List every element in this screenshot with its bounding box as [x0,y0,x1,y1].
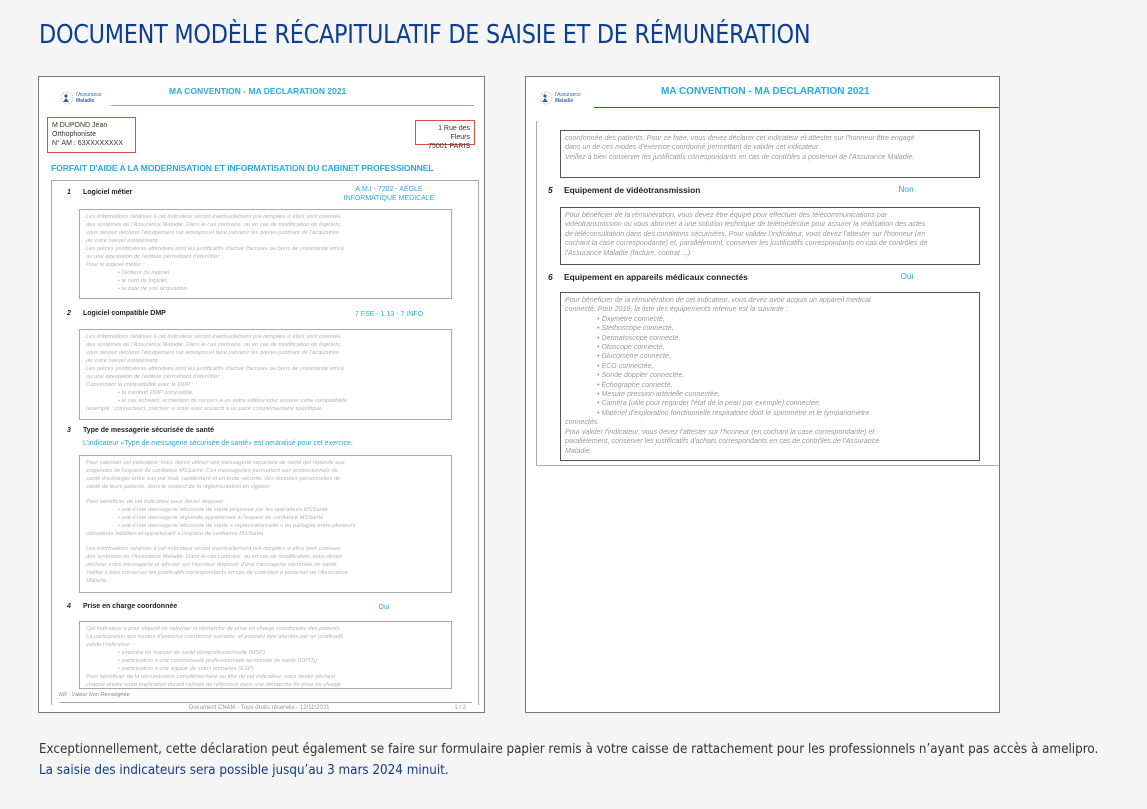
desc-line: ou une attestation de l'éditeur permettant d'identifier : [86,374,223,380]
address-box [415,120,475,150]
desc-bullet: • le nom du logiciel, [118,278,169,284]
desc-bullet: • soit d'une messagerie sécurisée de santé proposée par les opérateurs MSSanté [118,507,328,513]
indicator-label: Type de messagerie sécurisée de santé [83,427,214,434]
desc-line: Veillez à bien conserver les justificatifs correspondants en cas de contrôles a posteriori de l'Assurance [86,570,348,576]
indicator-4-description [79,621,452,689]
desc-line: santé de leurs patients, dans le respect de la réglementation en vigueur. [86,484,272,490]
desc-line: l'Assurance Maladie (facture, contrat ...). [565,248,693,257]
page-title: DOCUMENT MODÈLE RÉCAPITULATIF DE SAISIE ET DE RÉMUNÉRATION [39,20,811,50]
practitioner-name: M DUPOND Jean [52,122,108,129]
indicator-5-value: Non [898,184,914,194]
bottom-note [39,739,1110,781]
desc-line: Les pièces justificatives attendues sont les justificatifs d'achat (factures ou bons de commande émis) [86,366,345,372]
indicator-label: Logiciel métier [83,189,133,196]
logo-text-line1: l'Assurance [555,92,581,98]
desc-line: Pour bénéficier de la rémunération complémentaire au titre de cet indicateur, vous devez déclarer [86,674,337,680]
desc-line: Concernant la compatibilité avec le DMP : [86,382,194,388]
indicator-5-description [560,207,980,265]
desc-line: coordonnée des patients. Pour ce faire, vous devez déclarer cet indicateur et attester sur l'honneur être engagé [565,134,915,142]
desc-bullet: • Caméra (utile pour regarder l'état de la peau par exemple) connectée, [597,399,821,408]
logo-text-line2: Maladie [76,98,95,104]
indicator-label: Logiciel compatible DMP [83,310,166,317]
desc-bullet: • Mesure pression artérielle connectée, [597,390,720,399]
value-line1: 7 FSE - 1.13 - 7 INFO [354,311,424,318]
desc-bullet: • Stéthoscope connecté, [597,324,674,333]
indicator-1-value [329,185,449,203]
indicator-6-heading [548,272,748,282]
indicator-2-value [329,310,449,319]
logo-text-line1: l'Assurance [76,92,102,98]
header-divider [594,107,1000,108]
address-line2: 75001 PARIS [428,143,470,150]
indicator-number: 1 [67,189,71,196]
desc-line: vidéotransmission ou vous abonner à une solution technique de télémédecine pour assurer la réalisation des actes [565,220,926,229]
address-line1: 1 Rue des Fleurs [438,125,470,141]
desc-line: Maladie. [86,578,108,584]
desc-line: ou une attestation de l'éditeur permettant d'identifier : [86,254,223,260]
indicator-4-value [369,603,399,612]
desc-bullet: • Dermatoscope connecté, [597,333,681,342]
desc-line: des systèmes de l'Assurance Maladie. Dans le cas contraire, ou en cas de modification, vous devez [86,554,342,560]
desc-bullet: • la mention DMP compatible, [118,390,194,396]
indicator-number: 6 [548,272,553,282]
desc-line: Cet indicateur a pour objectif de valoriser la démarche de prise en charge coordonnée des patients. [86,626,342,632]
desc-line: des systèmes de l'Assurance Maladie. Dans le cas contraire, ou en cas de modification de logiciels, [86,222,342,228]
indicator-2-heading [67,310,166,317]
desc-line: Maladie. [565,446,592,455]
logo [59,91,102,105]
indicator-1-description [79,209,452,299]
desc-bullet: • exercice en maison de santé pluriprofessionnelle (MSP) [118,650,266,656]
am-number: N° AM : 63XXXXXXXX [52,140,123,147]
desc-bullet: • Matériel d'exploration fonctionnelle respiratoire dont le spiromètre et le tympanomètre [597,408,870,417]
desc-line: santé d'échanger entre eux par mail, rapidement et en toute sécurité, des données personnelles de [86,476,341,482]
identity-box [47,117,136,153]
indicator-3-neutralized-note: L'indicateur «Type de messagerie sécurisée de santé» est neutralisé pour cet exercice. [83,440,353,447]
desc-bullet: • Echographe connecté, [597,380,673,389]
desc-line: connectés. [565,418,600,427]
desc-line: valide l'indicateur : [86,642,134,648]
desc-line: vous devrez déclarer l'équipement sur amelipro et faire parvenir les pièces justifiant de l'acquisition [86,230,340,236]
desc-bullet: • participation à une équipe de soins primaires (ESP) [118,666,254,672]
footer-divider [59,702,472,703]
desc-bullet: • Sonde doppler connectée, [597,371,685,380]
desc-line: de votre nouvel équipement. [86,358,160,364]
value-line1: Oui [378,604,390,611]
desc-line: Pour valoriser cet indicateur, vous devez utiliser une messagerie sécurisée de santé qui réponde aux [86,460,345,466]
indicator-4-heading [67,603,177,610]
deadline-note: La saisie des indicateurs sera possible jusqu’au 3 mars 2024 minuit. [39,763,449,778]
desc-line: Les informations relatives à cet indicateur seront éventuellement pré-remplies si elles sont connues [86,214,341,220]
logo-text-line2: Maladie [555,98,574,104]
desc-bullet: • la date de son acquisition. [118,286,189,292]
logo [538,91,581,105]
desc-line: (exemple : connecteur); préciser si vous avez souscrit à un pack complémentaire spécifique. [86,406,324,412]
desc-line: cochant la case correspondante) et, parallèlement, conserver les justificatifs correspondants en cas de contrôles de [565,239,928,248]
document-page-1 [38,76,485,713]
desc-line: vous devrez déclarer l'équipement sur amelipro et faire parvenir les pièces justifiant de l'acquisition [86,350,340,356]
indicator-number: 2 [67,310,71,317]
desc-line: déclarer votre messagerie et attester sur l'honneur disposer d'une messagerie sécurisée de santé. [86,562,338,568]
desc-line: de téléconsultation dans des conditions sécurisées. Pour valider l'indicateur, vous devez l'attester sur l'honneur (en [565,229,926,238]
desc-line: La participation aux modes d'exercice coordonné suivants, et pouvant être attestés par un justificatif, [86,634,344,640]
indicator-label: Equipement de vidéotransmission [564,185,701,195]
document-page-2 [525,76,1000,713]
indicator-4-description-continued [560,130,980,178]
desc-line: Les pièces justificatives attendues sont les justificatifs d'achat (factures ou bons de commande émis) [86,246,345,252]
desc-line: Pour bénéficier de la rémunération de cet indicateur, vous devez avoir acquis un appareil medical [565,296,871,304]
practitioner-profession: Orthophoniste [52,131,96,138]
desc-bullet: • Oxymètre connecté, [597,314,665,323]
indicator-2-description [79,329,452,420]
indicator-3-heading [67,427,214,434]
value-line2: INFORMATIQUE MEDICALE [343,195,435,202]
desc-bullet: • soit d'une messagerie sécurisée de santé « organisationnelle » ou partagée entre plusieurs [118,523,356,529]
desc-bullet: • le cas échéant, la mention du recours à un autre éditeur pour assurer cette compatibilité [118,398,348,404]
desc-line: exigences de l'espace de confiance MSSanté. Ces messageries permettent aux professionnels de [86,468,339,474]
desc-line: utilisateurs habilités et appartenant à l'espace de confiance MSSanté. [86,531,265,537]
header-divider [111,105,474,106]
desc-line: Veillez à bien conserver les justificatifs correspondants en cas de contrôles a posteriori de l'Assurance Maladie. [565,152,915,161]
desc-line: de votre nouvel équipement. [86,238,160,244]
desc-line: Pour valider l'indicateur, vous devez l'attester sur l'honneur (en cochant la case correspondante) et [565,427,875,436]
indicator-number: 3 [67,427,71,434]
desc-line: connecté. Pour 2019, la liste des équipements retenue est la suivante : [565,305,788,314]
indicator-6-description [560,292,980,461]
document-header-title: MA CONVENTION - MA DECLARATION 2021 [169,86,347,96]
indicator-label: Prise en charge coordonnée [83,603,178,610]
desc-line: Les informations relatives à cet indicateur seront éventuellement pré-remplies si elles sont connues [86,334,341,340]
desc-line: dans un de ces modes d'exercice coordonné permettant de valider cet indicateur. [565,143,821,152]
indicator-3-description [79,455,452,593]
value-line1: A.M.I - 7202 - AEGLE [355,186,423,193]
indicator-1-heading [67,189,132,196]
desc-line: Pour bénéficier de la rémunération, vous devez être équipé pour effectuer des télécommunications par [565,211,888,219]
desc-line: parallèlement, conserver les justificatifs d'achats correspondants en cas de contrôles de l'Assurance [565,437,880,446]
assurance-maladie-logo-icon [538,91,554,105]
bottom-note-text: Exceptionnellement, cette déclaration peut également se faire sur formulaire papier remis à votre caisse de rattachement pour les professionnels n’ayant pas accès à amelipro. [39,742,1099,757]
indicator-number: 5 [548,185,553,195]
section-heading: FORFAIT D'AIDE A LA MODERNISATION ET INFORMATISATION DU CABINET PROFESSIONNEL [51,163,434,173]
indicator-6-value: Oui [900,271,914,281]
document-header-title: MA CONVENTION - MA DECLARATION 2021 [661,86,870,97]
indicator-number: 4 [67,603,71,610]
desc-bullet: • participation à une communauté professionnelle territoriale de santé (CPTS) [118,658,317,664]
desc-bullet: • ECG connectée, [597,361,654,370]
desc-bullet: • Otoscope connecté, [597,343,665,352]
indicator-5-heading [548,185,700,195]
desc-bullet: • l'éditeur du logiciel, [118,270,171,276]
nr-legend: NR : Valeur Non Renseignée [59,692,130,698]
desc-bullet: • soit d'une messagerie régionale appartenant à l'espace de confiance MSSanté [118,515,324,521]
footer-copyright: Document CNAM - Tous droits réservés - 12/11/2021 [189,705,330,711]
desc-line: Pour bénéficier de cet indicateur vous devez disposer : [86,499,227,505]
footer-page-number: 1 / 2 [454,705,466,711]
indicator-label: Equipement en appareils médicaux connectés [564,272,748,282]
desc-bullet: • Glucomètre connecté, [597,352,671,361]
assurance-maladie-logo-icon [59,91,75,105]
desc-line: Pour le logiciel métier : [86,262,145,268]
desc-line: Les informations relatives à cet indicateur seront éventuellement pré-remplies si elles sont connues [86,546,341,552]
desc-line: des systèmes de l'Assurance Maladie. Dans le cas contraire, ou en cas de modification de logiciels, [86,342,342,348]
desc-line: chaque année votre implication durant l'année de référence dans une démarche de prise en charge [86,682,342,688]
